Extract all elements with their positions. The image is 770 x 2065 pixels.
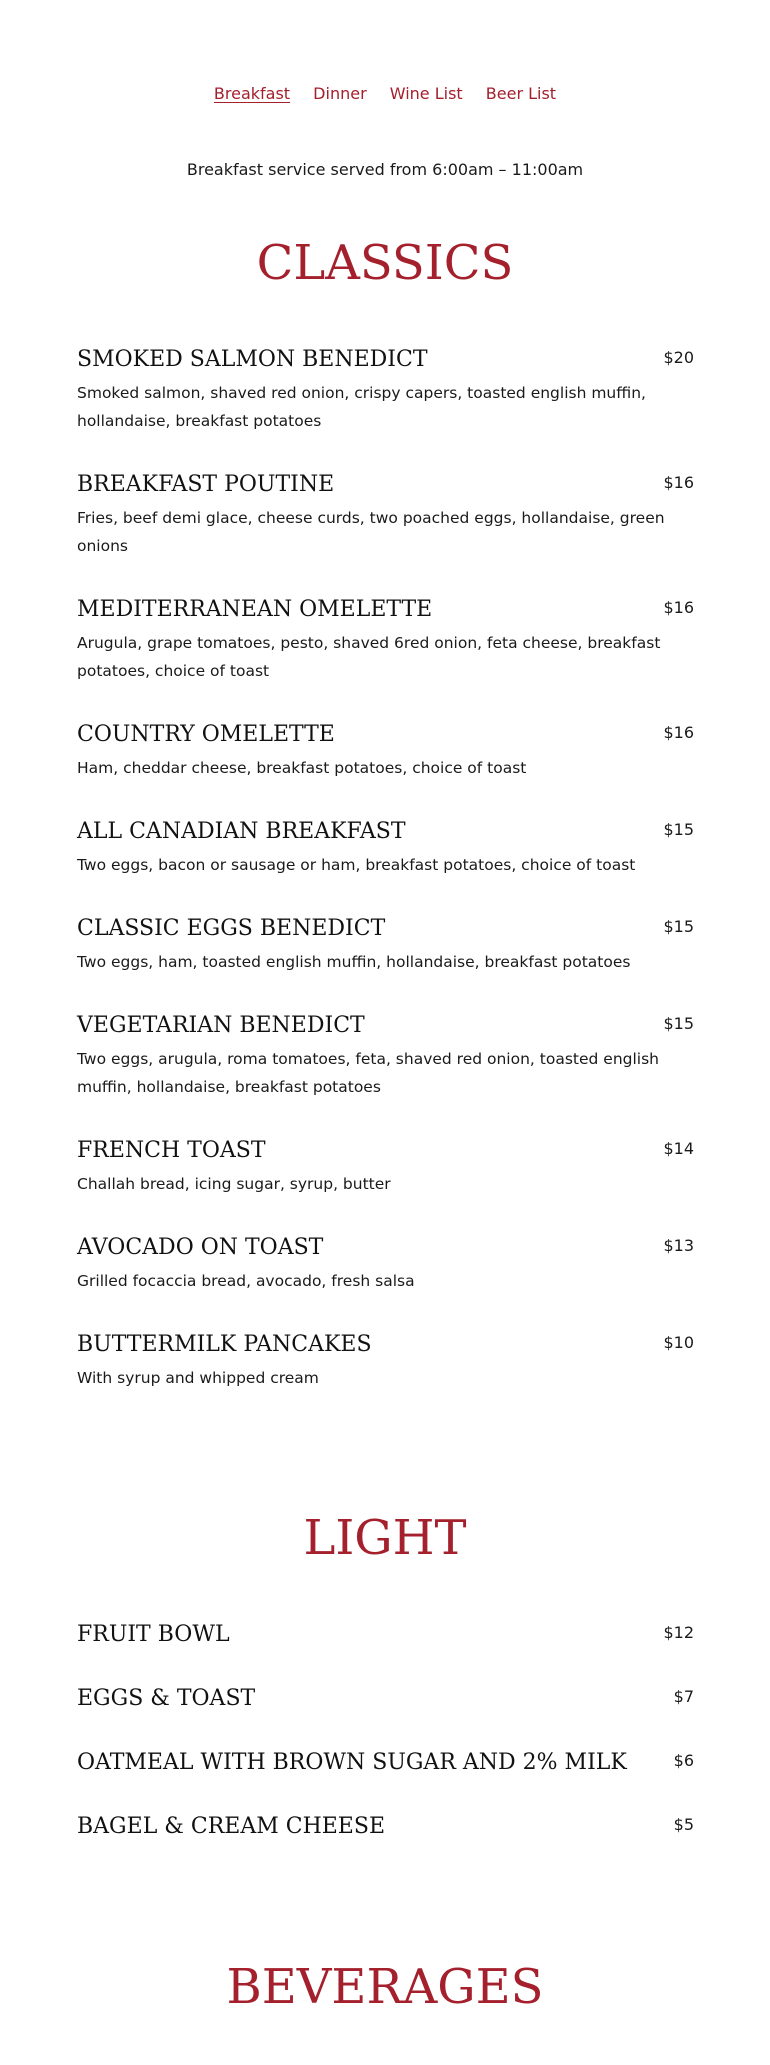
item-name: MEDITERRANEAN OMELETTE	[77, 597, 433, 622]
item-price: $6	[673, 1751, 694, 1770]
item-price: $15	[663, 917, 694, 936]
item-price: $13	[663, 1236, 694, 1255]
item-price: $12	[663, 1623, 694, 1642]
item-price: $10	[663, 1333, 694, 1352]
item-description: Two eggs, arugula, roma tomatoes, feta, shaved red onion, toasted english muffin, hollandaise, breakfast potatoes	[77, 1050, 659, 1096]
item-name: CLASSIC EGGS BENEDICT	[77, 916, 386, 941]
item-description: Ham, cheddar cheese, breakfast potatoes, choice of toast	[77, 759, 527, 777]
service-hours-note: Breakfast service served from 6:00am – 11:00am	[186, 160, 584, 179]
nav-link-wine-list[interactable]: Wine List	[389, 84, 463, 103]
menu-item	[77, 471, 694, 560]
item-price: $20	[663, 348, 694, 367]
item-name: OATMEAL WITH BROWN SUGAR AND 2% MILK	[77, 1750, 627, 1775]
item-description: Smoked salmon, shaved red onion, crispy capers, toasted english muffin, hollandaise, breakfast potatoes	[77, 384, 646, 430]
menu-item	[77, 818, 694, 879]
menu-item	[77, 915, 694, 976]
item-price: $7	[673, 1687, 694, 1706]
item-description: Challah bread, icing sugar, syrup, butter	[77, 1175, 391, 1193]
menu-item	[77, 1331, 694, 1392]
item-description: Arugula, grape tomatoes, pesto, shaved 6red onion, feta cheese, breakfast potatoes, choice of toast	[77, 634, 661, 680]
item-name: SMOKED SALMON BENEDICT	[77, 347, 428, 372]
item-name: AVOCADO ON TOAST	[77, 1235, 324, 1260]
item-price: $5	[673, 1815, 694, 1834]
menu-item	[77, 1137, 694, 1198]
nav-link-beer-list[interactable]: Beer List	[485, 84, 557, 103]
item-description: Fries, beef demi glace, cheese curds, two poached eggs, hollandaise, green onions	[77, 509, 665, 555]
menu-nav	[0, 84, 770, 104]
item-description: Grilled focaccia bread, avocado, fresh salsa	[77, 1272, 415, 1290]
item-name: FRENCH TOAST	[77, 1138, 266, 1163]
section-title-beverages: BEVERAGES	[226, 1959, 544, 2015]
item-price: $16	[663, 473, 694, 492]
item-price: $14	[663, 1139, 694, 1158]
menu-item	[77, 1012, 694, 1101]
item-price: $16	[663, 723, 694, 742]
menu-item	[77, 721, 694, 782]
section-title-light: LIGHT	[303, 1510, 467, 1566]
item-name: EGGS & TOAST	[77, 1686, 256, 1711]
item-name: BREAKFAST POUTINE	[77, 472, 335, 497]
menu-item	[77, 596, 694, 685]
menu-item	[77, 1234, 694, 1295]
menu-item	[77, 1621, 694, 1649]
menu-item	[77, 1685, 694, 1713]
item-price: $15	[663, 820, 694, 839]
item-description: Two eggs, bacon or sausage or ham, breakfast potatoes, choice of toast	[77, 856, 636, 874]
menu-item	[77, 346, 694, 435]
item-name: ALL CANADIAN BREAKFAST	[77, 819, 406, 844]
menu-item	[77, 1749, 694, 1777]
section-title-classics: CLASSICS	[256, 235, 514, 291]
item-price: $15	[663, 1014, 694, 1033]
item-name: COUNTRY OMELETTE	[77, 722, 335, 747]
item-description: Two eggs, ham, toasted english muffin, hollandaise, breakfast potatoes	[77, 953, 631, 971]
nav-link-breakfast[interactable]: Breakfast	[213, 84, 291, 103]
item-name: BAGEL & CREAM CHEESE	[77, 1814, 385, 1839]
item-price: $16	[663, 598, 694, 617]
item-name: BUTTERMILK PANCAKES	[77, 1332, 372, 1357]
menu-item	[77, 1813, 694, 1841]
item-description: With syrup and whipped cream	[77, 1369, 319, 1387]
item-name: VEGETARIAN BENEDICT	[77, 1013, 365, 1038]
item-name: FRUIT BOWL	[77, 1622, 230, 1647]
nav-link-dinner[interactable]: Dinner	[313, 84, 367, 103]
